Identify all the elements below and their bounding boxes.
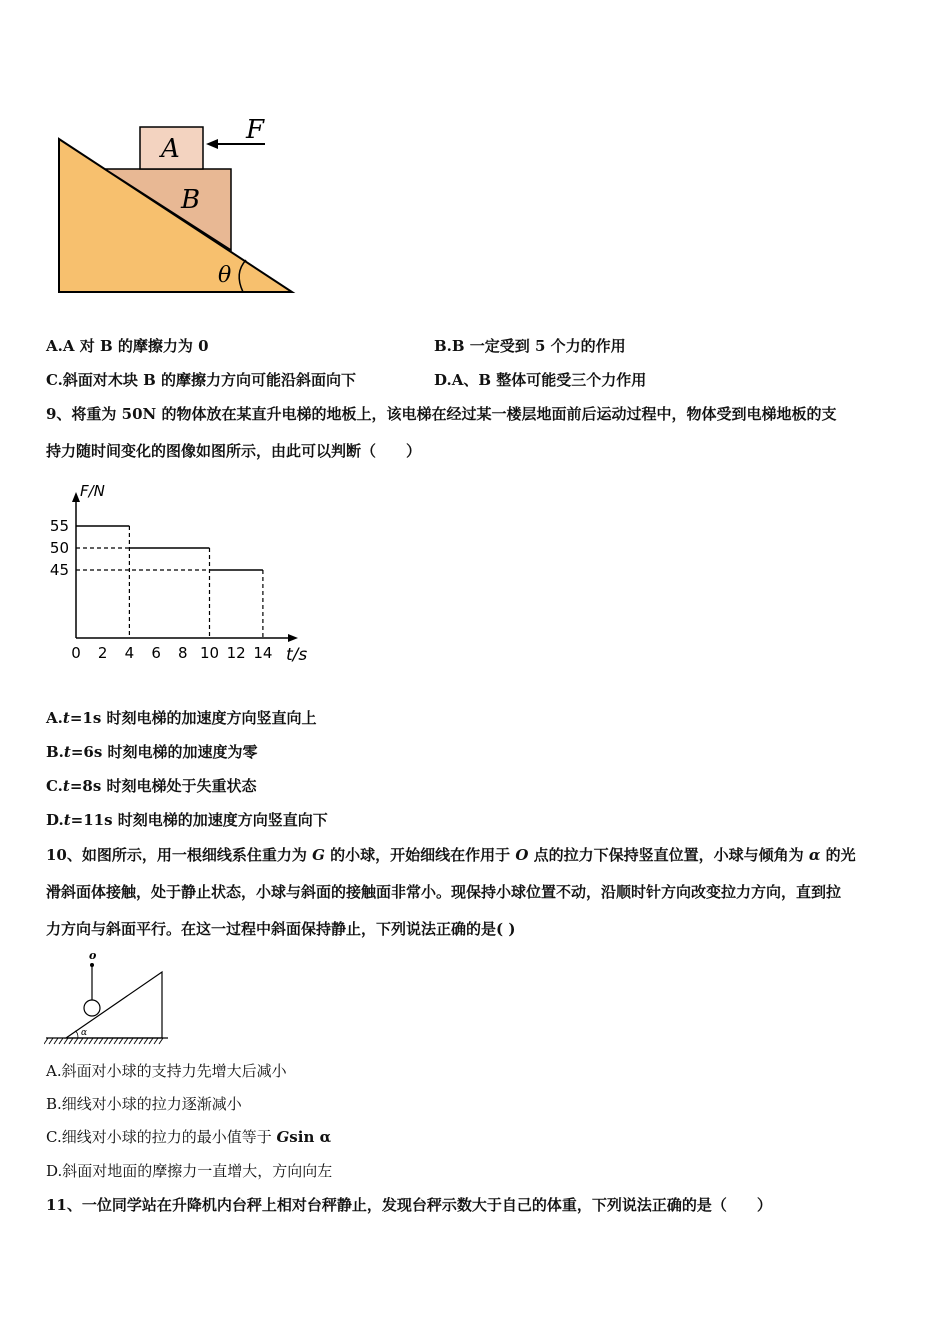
q10-stem-line2: 滑斜面体接触，处于静止状态，小球与斜面的接触面非常小。现保持小球位置不动，沿顺时针方向改变拉力方向，直到拉 (46, 883, 842, 901)
q10-option-b: B.细线对小球的拉力逐渐减小 (46, 1095, 242, 1113)
hatch-mark (159, 1038, 163, 1044)
hatch-mark (149, 1038, 153, 1044)
label-b: B (181, 185, 201, 215)
x-tick-label: 8 (178, 644, 188, 662)
q11-stem-line1: 11、一位同学站在升降机内台秤上相对台秤静止，发现台秤示数大于自己的体重，下列说法正确的是（ ） (46, 1196, 772, 1214)
q9-option-b: B.t=6s 时刻电梯的加速度为零 (46, 743, 258, 761)
hatch-mark (74, 1038, 78, 1044)
ground-hatching (44, 1038, 163, 1044)
fig-label-alpha: α (81, 1028, 88, 1038)
hatch-mark (99, 1038, 103, 1044)
hatch-mark (114, 1038, 118, 1044)
q9-option-d: D.t=11s 时刻电梯的加速度方向竖直向下 (46, 811, 328, 829)
ball-incline-figure (44, 946, 174, 1046)
x-axis-label: t/s (286, 645, 308, 665)
q10-stem-line3: 力方向与斜面平行。在这一过程中斜面保持静止，下列说法正确的是( ) (46, 920, 516, 938)
incline-blocks-figure (40, 110, 320, 305)
hatch-mark (144, 1038, 148, 1044)
q10-option-d: D.斜面对地面的摩擦力一直增大，方向向左 (46, 1162, 333, 1180)
x-axis-arrow (288, 634, 298, 642)
hatch-mark (129, 1038, 133, 1044)
label-f: F (246, 115, 265, 145)
hatch-mark (139, 1038, 143, 1044)
hatch-mark (44, 1038, 48, 1044)
x-tick-label: 2 (97, 644, 108, 662)
y-tick-label: 45 (49, 561, 69, 579)
fig-label-o: o (89, 949, 97, 962)
label-theta: θ (218, 263, 232, 288)
x-tick-label: 10 (199, 644, 220, 662)
q8-option-b: B.B 一定受到 5 个力的作用 (434, 337, 626, 355)
x-tick-label: 4 (124, 644, 135, 662)
q9-option-c: C.t=8s 时刻电梯处于失重状态 (46, 777, 257, 795)
hatch-mark (104, 1038, 108, 1044)
y-tick-label: 50 (49, 539, 69, 557)
q8-option-c: C.斜面对木块 B 的摩擦力方向可能沿斜面向下 (46, 371, 357, 389)
q8-option-a: A.A 对 B 的摩擦力为 0 (46, 337, 209, 355)
q10-option-c: C.细线对小球的拉力的最小值等于 Gsin α (46, 1128, 332, 1146)
hatch-mark (49, 1038, 53, 1044)
hatch-mark (84, 1038, 88, 1044)
y-axis-arrow (72, 492, 80, 502)
y-axis-label: F/N (80, 482, 105, 500)
hatch-mark (154, 1038, 158, 1044)
q10-option-a: A.斜面对小球的支持力先增大后减小 (46, 1062, 287, 1080)
ball (84, 1000, 100, 1016)
y-tick-label: 55 (49, 517, 69, 535)
hatch-mark (54, 1038, 58, 1044)
hatch-mark (64, 1038, 68, 1044)
x-tick-label: 6 (151, 644, 161, 662)
hatch-mark (124, 1038, 128, 1044)
q10-stem-line1: 10、如图所示，用一根细线系住重力为 G 的小球，开始细线在作用于 O 点的拉力下保持竖直位置，小球与倾角为 α 的光 (46, 846, 856, 864)
q8-option-d: D.A、B 整体可能受三个力作用 (434, 371, 647, 389)
hatch-mark (89, 1038, 93, 1044)
x-tick-label: 14 (253, 644, 273, 662)
hatch-mark (134, 1038, 138, 1044)
q9-option-a: A.t=1s 时刻电梯的加速度方向竖直向上 (46, 709, 317, 727)
hatch-mark (79, 1038, 83, 1044)
hatch-mark (109, 1038, 113, 1044)
hatch-mark (59, 1038, 63, 1044)
q9-stem-line1: 9、将重为 50N 的物体放在某直升电梯的地板上，该电梯在经过某一楼层地面前后运动过程中，物体受到电梯地板的支 (46, 405, 837, 423)
hatch-mark (69, 1038, 73, 1044)
q9-stem-line2: 持力随时间变化的图像如图所示，由此可以判断（ ） (46, 442, 422, 460)
force-arrow-head (206, 139, 218, 149)
label-a: A (161, 134, 180, 164)
x-tick-label: 12 (226, 644, 246, 662)
force-time-chart (40, 478, 330, 668)
hatch-mark (94, 1038, 98, 1044)
x-tick-label: 0 (71, 644, 81, 662)
hatch-mark (119, 1038, 123, 1044)
